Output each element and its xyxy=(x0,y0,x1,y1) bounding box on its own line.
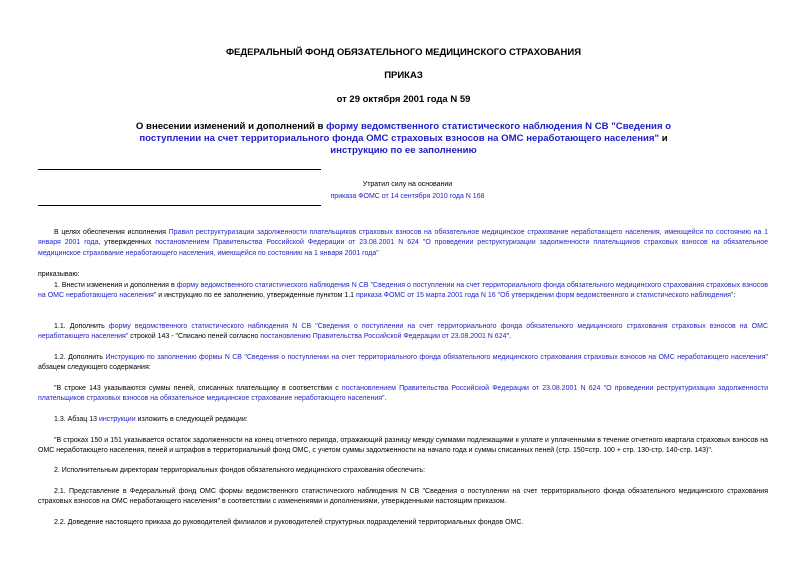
status-note-link-wrap xyxy=(320,191,495,203)
paragraph-text: 1.1. Дополнить xyxy=(54,323,109,330)
link-instruction-sv[interactable]: Инструкцию по заполнению формы N СВ "Сведения о поступлении на счет территориального фонда обязательного медицинского страхования страховых взносов на ОМС неработающего населения" xyxy=(105,354,768,361)
paragraph-text: и инструкцию по ее заполнению, утвержденные пунктом 1.1 xyxy=(156,292,356,300)
title-link-form[interactable]: форму ведомственного статистического наблюдения N СВ "Сведения о поступлении на счет территориального фонда ОМС страховых взносов на ОМС неработающего населения" xyxy=(139,121,672,144)
paragraph-preamble xyxy=(38,228,768,259)
paragraph-text: 1.3. Абзац 13 xyxy=(54,416,99,423)
paragraph-text: : xyxy=(733,292,736,300)
paragraph-text: абзацем следующего содержания: xyxy=(38,364,151,372)
paragraph-text: В целях обеспечения исполнения xyxy=(54,229,169,236)
link-foms-order-16[interactable]: приказа ФОМС от 15 марта 2001 года N 16 "Об утверждении форм ведомственного и статистического наблюдения" xyxy=(355,292,734,300)
paragraph-text: изложить в следующей редакции: xyxy=(135,416,248,423)
paragraph-order: приказываю: xyxy=(38,271,80,278)
paragraph-item-1-2 xyxy=(38,353,768,374)
paragraph-text: 1. Внести изменения и дополнения в xyxy=(54,282,177,289)
paragraph-text: 1.2. Дополнить xyxy=(54,354,106,361)
divider xyxy=(38,169,321,170)
paragraph-text: строкой 143 - "Списано пеней согласно xyxy=(128,333,261,341)
paragraph-item-1-1 xyxy=(38,322,768,343)
title-link-instruction[interactable]: инструкцию по ее заполнению xyxy=(330,145,477,156)
paragraph-item-2-1: 2.1. Представление в Федеральный фонд ОМС формы ведомственного статистического наблюдения N СВ "Сведения о поступлении на счет территориального фонда обязательного медицинского страхования страховых взносов на ОМС неработающего населения" в соответствии с изменениями и дополнениями, утвержденными настоящим приказом. xyxy=(38,488,768,506)
title-text: О внесении изменений и дополнений в xyxy=(135,121,327,132)
link-form-sv[interactable]: форму ведомственного статистического наблюдения N СВ "Сведения о поступлении на счет территориального фонда обязательного медицинского страхования страховых взносов на ОМС неработающего населения" xyxy=(38,323,769,341)
paragraph-text: . xyxy=(384,395,387,403)
paragraph-item-1 xyxy=(38,281,768,302)
link-restructuring-rules[interactable]: Правил реструктуризации задолженности плательщиков страховых взносов на обязательное медицинское страхование неработающего населения, имеющейся по состоянию на 1 января 2001 года xyxy=(38,229,768,247)
link-form-sv[interactable]: форму ведомственного статистического наблюдения N СВ "Сведения о поступлении на счет территориального фонда обязательного медицинского страхования страховых взносов на ОМС неработающего населения" xyxy=(38,282,768,300)
paragraph-text: , утвержденных xyxy=(98,239,156,247)
paragraph-quote-150: "В строках 150 и 151 указывается остаток задолженности на конец отчетного периода, отражающий разницу между суммами подлежащими к уплате и уплаченными в течение отчетного квартала страховых взносов на ОМС неработающего населения, пеней и штрафов в территориальный фонд ОМС, с учетом суммы задолженности на начало года и суммы списанных пеней (стр. 150=стр. 100 + стр. 130-стр. 140-стр. 143)". xyxy=(38,437,768,455)
link-instruction[interactable]: инструкции xyxy=(98,416,136,423)
divider xyxy=(38,205,321,206)
paragraph-text: ". xyxy=(506,333,511,341)
status-note: Утратил силу на основании xyxy=(362,181,453,188)
link-government-decree[interactable]: постановлением Правительства Российской Федерации от 23.08.2001 N 624 "О проведении реструктуризации задолженности плательщиков страховых взносов на обязательное медицинское страхование неработающего населения, имеющейся по состоянию на 1 января 2001 года" xyxy=(38,239,769,257)
status-link[interactable]: приказа ФОМС от 14 сентября 2010 года N 168 xyxy=(330,193,485,200)
link-government-decree[interactable]: постановлению Правительства Российской Федерации от 23.08.2001 N 624 xyxy=(260,333,507,341)
link-government-decree[interactable]: постановлением Правительства Российской Федерации от 23.08.2001 N 624 "О проведении реструктуризации задолженности плательщиков страховых взносов на обязательное медицинское страхование неработающего населения" xyxy=(38,385,769,403)
paragraph-text: "В строке 143 указываются суммы пеней, списанных плательщику в соответствии с xyxy=(54,385,342,392)
org-name: ФЕДЕРАЛЬНЫЙ ФОНД ОБЯЗАТЕЛЬНОГО МЕДИЦИНСКОГО СТРАХОВАНИЯ xyxy=(225,47,582,58)
doc-date-number: от 29 октября 2001 года N 59 xyxy=(336,94,471,105)
paragraph-item-1-3 xyxy=(38,415,768,425)
paragraph-quote-143 xyxy=(38,384,768,405)
document-title xyxy=(130,121,677,157)
doc-type: ПРИКАЗ xyxy=(384,70,423,81)
title-text: и xyxy=(659,133,668,144)
paragraph-item-2: 2. Исполнительным директорам территориальных фондов обязательного медицинского страхования обеспечить: xyxy=(54,467,426,474)
paragraph-item-2-2: 2.2. Доведение настоящего приказа до руководителей филиалов и руководителей структурных подразделений территориальных фондов ОМС. xyxy=(54,519,524,526)
